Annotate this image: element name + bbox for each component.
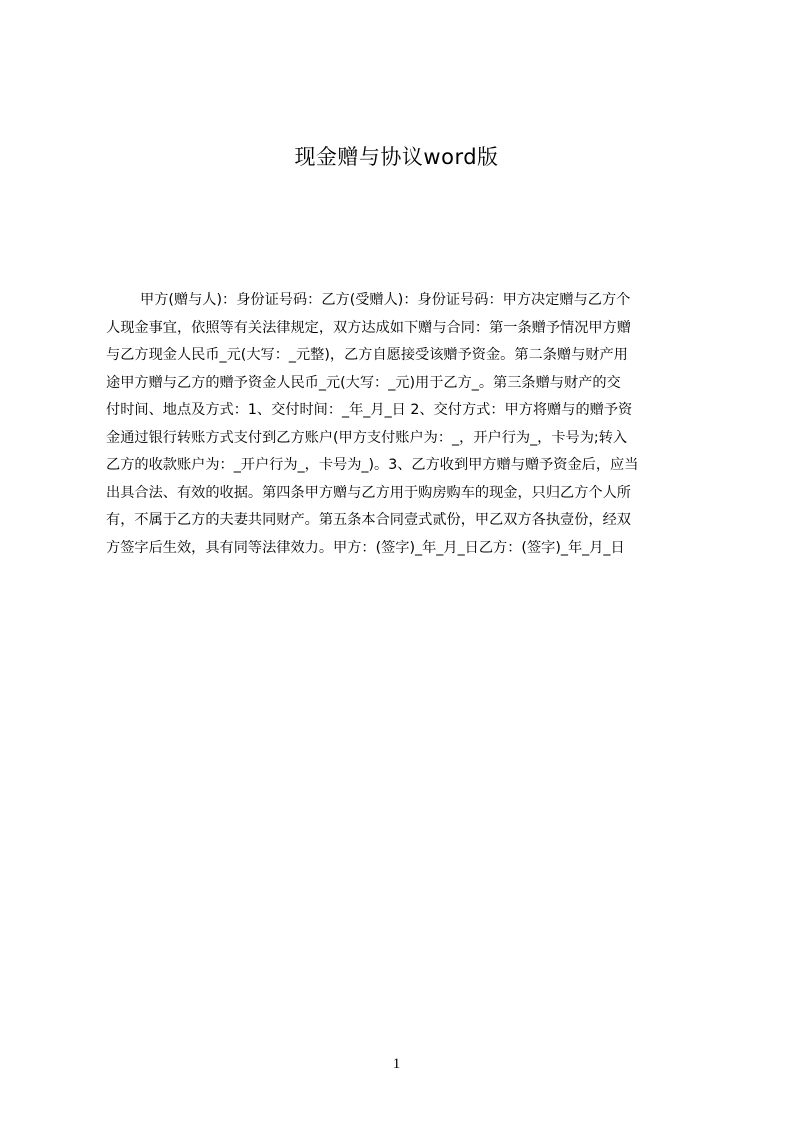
body-line-5: 付时间、地点及方式：1、交付时间：_年_月_日 2、交付方式：甲方将赠与的赠予资 [106,402,633,418]
document-title: 现金赠与协议word版 [294,145,499,169]
body-line-4: 途甲方赠与乙方的赠予资金人民币_元(大写：_元)用于乙方_。第三条赠与财产的交 [106,374,621,391]
body-line-9: 有，不属于乙方的夫妻共同财产。第五条本合同壹式贰份，甲乙双方各执壹份，经双 [106,512,631,528]
body-line-2: 人现金事宜，依照等有关法律规定，双方达成如下赠与合同：第一条赠予情况甲方赠 [106,319,631,336]
contract-body [106,287,698,562]
body-line-1: 甲方(赠与人)：身份证号码：乙方(受赠人)：身份证号码：甲方决定赠与乙方个 [140,292,631,308]
body-line-10: 方签字后生效，具有同等法律效力。甲方：(签字)_年_月_日乙方：(签字)_年_月_日 [106,539,625,556]
body-line-7: 乙方的收款账户为：_开户行为_，卡号为_)。3、乙方收到甲方赠与赠予资金后，应当 [106,457,639,473]
body-line-3: 与乙方现金人民币_元(大写：_元整)，乙方自愿接受该赠予资金。第二条赠与财产用 [106,347,628,363]
body-line-8: 出具合法、有效的收据。第四条甲方赠与乙方用于购房购车的现金，只归乙方个人所 [106,484,631,501]
body-line-6: 金通过银行转账方式支付到乙方账户(甲方支付账户为：_，开户行为_，卡号为;转入 [106,429,628,446]
page-number: 1 [392,1056,401,1072]
